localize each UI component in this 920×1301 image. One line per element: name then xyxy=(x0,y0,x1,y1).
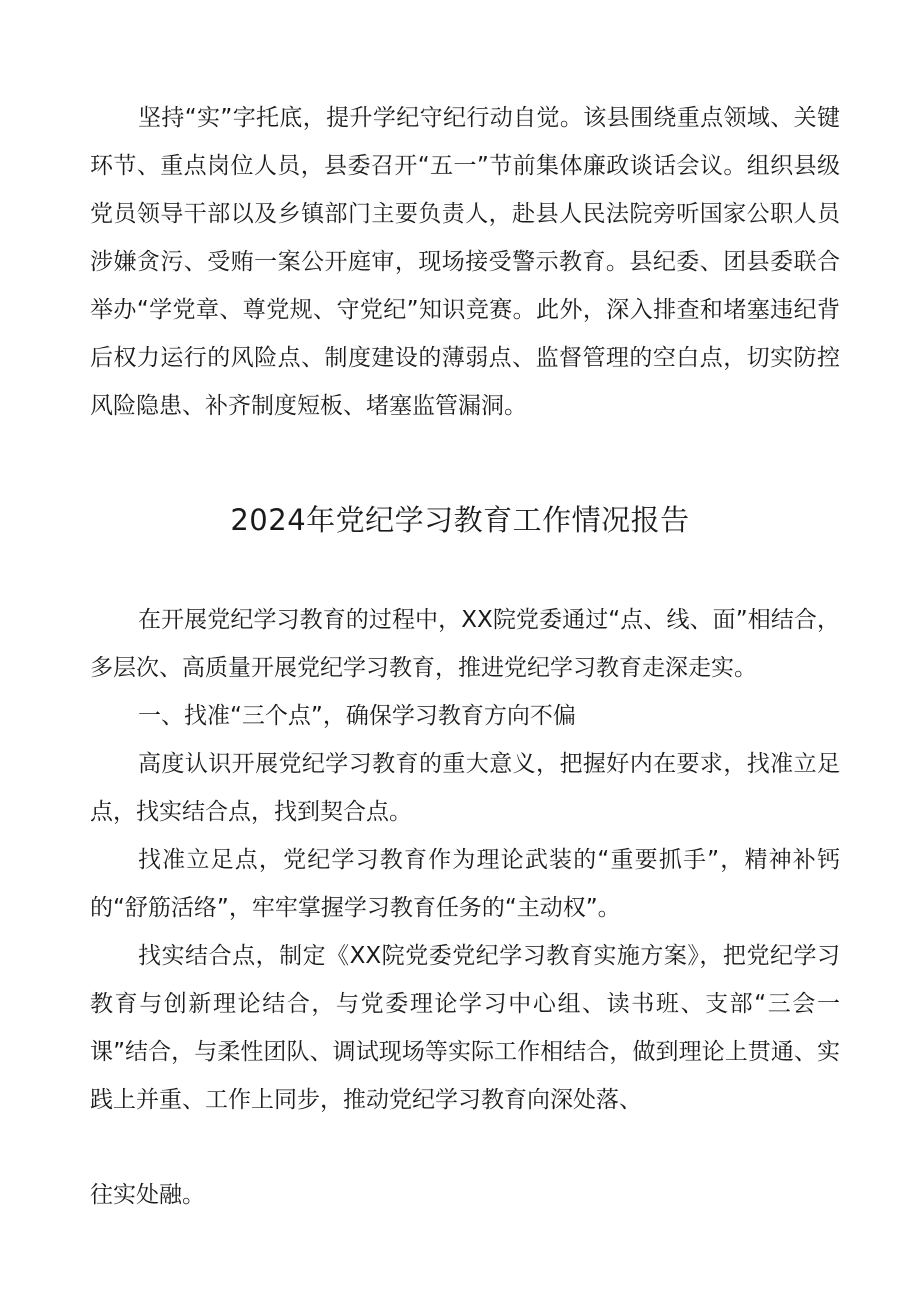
top-section xyxy=(90,94,840,430)
page-continuation xyxy=(90,1171,840,1219)
section-heading: 一、找准“三个点”，确保学习教育方向不偏 xyxy=(138,703,576,729)
intro-paragraph: 在开展党纪学习教育的过程中，XX院党委通过“点、线、面”相结合，多层次、高质量开展党纪学习教育，推进党纪学习教育走深走实。 xyxy=(90,607,840,681)
top-paragraph: 坚持“实”字托底，提升学纪守纪行动自觉。该县围绕重点领域、关键环节、重点岗位人员，县委召开“五一”节前集体廉政谈话会议。组织县级党员领导干部以及乡镇部门主要负责人，赴县人民法院旁听国家公职人员涉嫌贪污、受贿一案公开庭审，现场接受警示教育。县纪委、团县委联合举办“学党章、尊党规、守党纪”知识竞赛。此外，深入排查和堵塞违纪背后权力运行的风险点、制度建设的薄弱点、监督管理的空白点，切实防控风险隐患、补齐制度短板、堵塞监管漏洞。 xyxy=(90,105,840,419)
body-paragraph-3: 找实结合点，制定《XX院党委党纪学习教育实施方案》，把党纪学习教育与创新理论结合，与党委理论学习中心组、读书班、支部“三会一课”结合，与柔性团队、调试现场等实际工作相结合，做到理论上贯通、实践上并重、工作上同步，推动党纪学习教育向深处落、 xyxy=(90,943,840,1113)
report-title: 2024年党纪学习教育工作情况报告 xyxy=(230,503,690,537)
report-body xyxy=(90,596,840,1124)
continuation-paragraph: 往实处融。 xyxy=(90,1182,205,1208)
body-paragraph-2: 找准立足点，党纪学习教育作为理论武装的“重要抓手”，精神补钙的“舒筋活络”，牢牢掌握学习教育任务的“主动权”。 xyxy=(90,847,840,921)
body-paragraph-1: 高度认识开展党纪学习教育的重大意义，把握好内在要求，找准立足点，找实结合点，找到契合点。 xyxy=(90,751,840,825)
